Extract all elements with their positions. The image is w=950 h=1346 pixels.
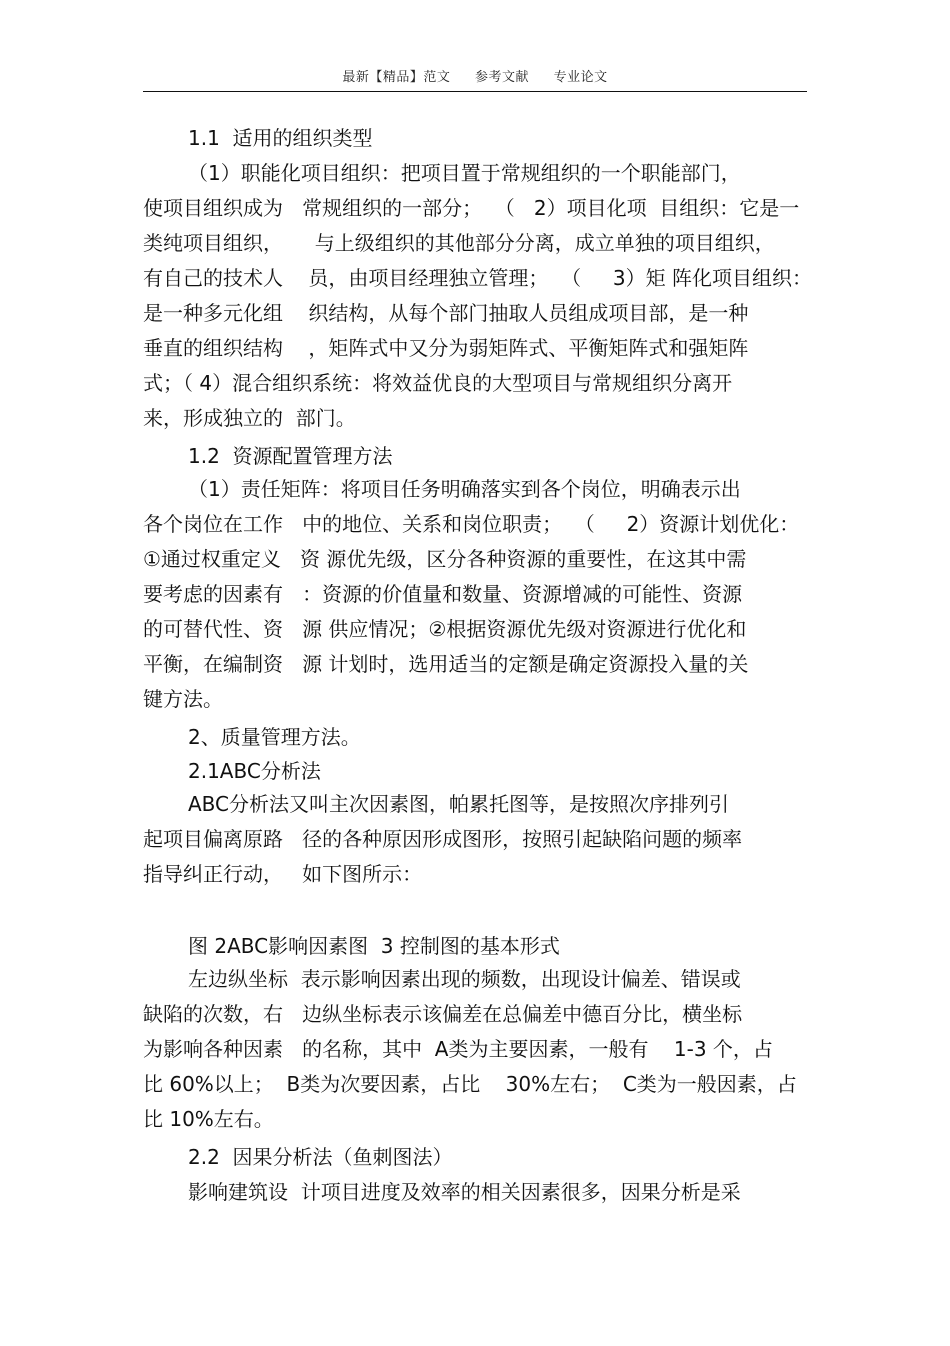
header-item-1: 最新【精品】范文 xyxy=(342,70,451,85)
text-line: 为影响各种因素 的名称，其中 A类为主要因素，一般有 1-3 个，占 xyxy=(143,1037,773,1061)
text-line: 图 2ABC影响因素图 3 控制图的基本形式 xyxy=(188,934,560,958)
text-line: 2、质量管理方法。 xyxy=(188,725,361,749)
text-line: 垂直的组织结构 ，矩阵式中又分为弱矩阵式、平衡矩阵式和强矩阵 xyxy=(143,336,749,360)
text-line: 比 10%左右。 xyxy=(143,1107,274,1131)
text-line: 缺陷的次数，右 边纵坐标表示该偏差在总偏差中德百分比，横坐标 xyxy=(143,1002,743,1026)
text-line: （1）职能化项目组织：把项目置于常规组织的一个职能部门， xyxy=(188,161,741,185)
text-line: ①通过权重定义 资 源优先级，区分各种资源的重要性，在这其中需 xyxy=(143,547,747,571)
text-line: 指导纠正行动， 如下图所示： xyxy=(143,862,423,886)
text-line: 有自己的技术人 员，由项目经理独立管理； （ 3）矩 阵化项目组织： xyxy=(143,266,813,290)
header-divider xyxy=(143,91,807,92)
text-line: 比 60%以上； B类为次要因素，占比 30%左右； C类为一般因素，占 xyxy=(143,1072,797,1096)
text-line: 平衡，在编制资 源 计划时，选用适当的定额是确定资源投入量的关 xyxy=(143,652,749,676)
header-item-2: 参考文献 xyxy=(474,70,529,85)
text-line: 是一种多元化组 织结构，从每个部门抽取人员组成项目部，是一种 xyxy=(143,301,749,325)
text-line: 要考虑的因素有 ：资源的价值量和数量、资源增减的可能性、资源 xyxy=(143,582,743,606)
text-line: 左边纵坐标 表示影响因素出现的频数，出现设计偏差、错误或 xyxy=(188,967,741,991)
page-header xyxy=(0,66,950,85)
text-line: 起项目偏离原路 径的各种原因形成图形，按照引起缺陷问题的频率 xyxy=(143,827,743,851)
text-line: 2.1ABC分析法 xyxy=(188,759,321,783)
text-line: 式；（ 4）混合组织系统：将效益优良的大型项目与常规组织分离开 xyxy=(143,371,733,395)
text-line: 1.1 适用的组织类型 xyxy=(188,126,373,150)
text-line: 使项目组织成为 常规组织的一部分； （ 2）项目化项 目组织：它是一 xyxy=(143,196,800,220)
text-line: 2.2 因果分析法（鱼刺图法） xyxy=(188,1145,453,1169)
text-line: 的可替代性、资 源 供应情况；②根据资源优先级对资源进行优化和 xyxy=(143,617,747,641)
text-line: 键方法。 xyxy=(143,687,223,711)
text-line: 影响建筑设 计项目进度及效率的相关因素很多，因果分析是采 xyxy=(188,1180,741,1204)
text-line: 1.2 资源配置管理方法 xyxy=(188,444,393,468)
header-item-3: 专业论文 xyxy=(553,70,608,85)
text-line: 类纯项目组织， 与上级组织的其他部分分离，成立单独的项目组织， xyxy=(143,231,775,255)
text-line: 各个岗位在工作 中的地位、关系和岗位职责； （ 2）资源计划优化： xyxy=(143,512,800,536)
text-line: 来，形成独立的 部门。 xyxy=(143,406,356,430)
text-line: ABC分析法又叫主次因素图，帕累托图等，是按照次序排列引 xyxy=(188,792,730,816)
text-line: （1）责任矩阵：将项目任务明确落实到各个岗位，明确表示出 xyxy=(188,477,741,501)
